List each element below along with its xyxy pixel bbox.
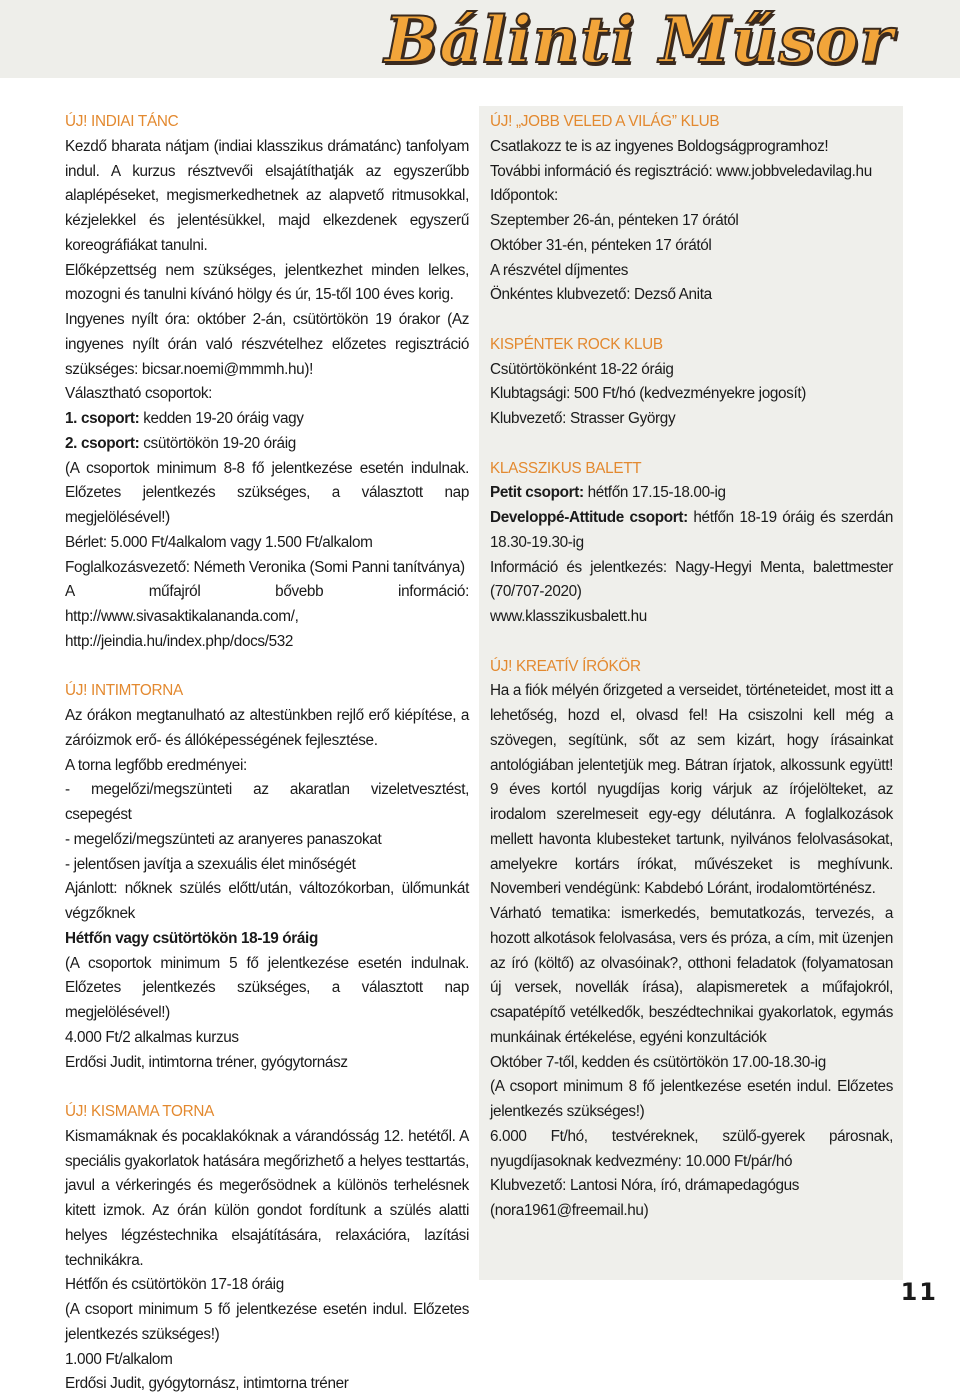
paragraph: Klubvezető: Lantosi Nóra, író, drámapedagógus <box>490 1177 800 1195</box>
schedule-line: Hétfőn vagy csütörtökön 18-19 óráig <box>65 929 318 947</box>
paragraph: Klubvezető: Strasser György <box>490 410 676 427</box>
paragraph: 4.000 Ft/2 alkalmas kurzus <box>65 1028 239 1046</box>
group-line <box>65 432 469 457</box>
section-klasszikus-balett <box>490 457 893 630</box>
paragraph: A torna legfőbb eredményei: <box>65 756 247 774</box>
paragraph: További információ és regisztráció: www.jobbveledavilag.hu <box>490 162 872 180</box>
paragraph: Az órákon megtanulható az altestünkben rejlő erő kiépítése, a záróizmok erő- és állóképességének fejlesztése. <box>65 707 469 749</box>
left-column <box>52 106 479 1393</box>
paragraph: Ha a fiók mélyén őrizgeted a verseidet, történeteidet, most itt a lehetőség, hozd el, olvasd fel! Ha csiszolni kell még a szövegen, segítünk, sőt az sem kizárt, hogy írásainkat antológiában jelentetjük meg. Bátran írjatok, alkossunk együtt! 9 éves kortól nyugdíjas korig várjuk az írójelölteket, az irodalom szerelmeseit egy-egy délutánra. A foglalkozások mellett havonta klubesteket tartunk, nyilvános felolvasásokat, amelyekre kortárs írókat, művészeket is meghívunk. Novemberi vendégünk: Kabdebó Lóránt, irodalomtörténész. <box>490 682 893 898</box>
paragraph: Előképzettség nem szükséges, jelentkezhet minden lelkes, mozogni és tanulni kívánó hölgy és úr, 15-től 100 éves korig. <box>65 261 469 304</box>
list-item: - jelentősen javítja a szexuális élet minőségét <box>65 855 356 873</box>
paragraph: Hétfőn és csütörtökön 17-18 óráig <box>65 1276 284 1294</box>
paragraph: Október 31-én, pénteken 17 órától <box>490 236 712 254</box>
section-kismama-torna <box>65 1100 469 1397</box>
group-label: Developpé-Attitude csoport: <box>490 509 688 526</box>
group-text: hétfőn 18-19 óráig és szerdán 18.30-19.30-ig <box>490 509 894 551</box>
paragraph: Választható csoportok: <box>65 385 213 403</box>
paragraph: Csatlakozz te is az ingyenes Boldogságprogramhoz! <box>490 137 829 155</box>
group-text: csütörtökön 19-20 óráig <box>139 434 296 452</box>
paragraph: Október 7-től, kedden és csütörtökön 17.00-18.30-ig <box>490 1053 826 1071</box>
group-line <box>490 506 893 556</box>
paragraph: 6.000 Ft/hó, testvéreknek, szülő-gyerek párosnak, nyugdíjasoknak kedvezmény: 10.000 Ft/pár/hó <box>490 1127 893 1170</box>
paragraph: Ajánlott: nőknek szülés előtt/után, változókorban, ülőmunkát végzőknek <box>65 880 469 922</box>
paragraph: Bérlet: 5.000 Ft/4alkalom vagy 1.500 Ft/alkalom <box>65 533 373 551</box>
section-indiai-tanc <box>65 110 469 655</box>
group-label: Petit csoport: <box>490 484 584 502</box>
paragraph: Önkéntes klubvezető: Dezső Anita <box>490 286 712 304</box>
list-item: - megelőzi/megszünteti az aranyeres panaszokat <box>65 830 382 848</box>
group-label: 1. csoport: <box>65 410 140 427</box>
paragraph: Információ és jelentkezés: Nagy-Hegyi Menta, balettmester (70/707-2020) <box>490 558 893 601</box>
paragraph: www.klasszikusbalett.hu <box>490 608 647 625</box>
paragraph: Ingyenes nyílt óra: október 2-án, csütörtökön 19 órakor (Az ingyenes nyílt órán való részvételhez előzetes regisztráció szükséges: bicsar.noemi@mmmh.hu)! <box>65 311 469 378</box>
paragraph: Kezdő bharata nátjam (indiai klasszikus drámatánc) tanfolyam indul. A kurzus résztvevői elsajátíthatják az egyszerűbb alaplépéseket, megismerkedhetnek az alapvető ritmusokkal, kézjelekkel és jelentésükkel, majd elkezdenek egyszerű koreográfiákat tanulni. <box>65 137 469 254</box>
group-line <box>65 407 469 432</box>
paragraph: A részvétel díjmentes <box>490 261 629 279</box>
paragraph: (A csoportok minimum 5 fő jelentkezése esetén indulnak. Előzetes jelentkezés szükséges, a választott nap megjelölésével!) <box>65 954 469 1021</box>
paragraph: Kismamáknak és pocaklakóknak a várandósság 12. hetétől. A speciális gyakorlatok hatására megőrizhető a helyes testtartás, javul a vérkeringés és megerősödnek a különös terhelésnek kitett izmok. Az órán külön gondot fordítunk a szülés alatti helyes légzéstechnika elsajátítására, relaxációra, lazítási technikákra. <box>65 1127 469 1269</box>
section-kreativ-irokor <box>490 655 893 1224</box>
section-jobb-veled-klub <box>490 110 893 308</box>
paragraph: (nora1961@freemail.hu) <box>490 1202 649 1219</box>
paragraph: Erdősi Judit, gyógytornász, intimtorna tréner <box>65 1375 349 1393</box>
page-title: Bálinti Műsor <box>384 3 894 78</box>
list-item: - megelőzi/megszünteti az akaratlan vizeletvesztést, csepegést <box>65 781 469 823</box>
section-heading: ÚJ! KREATÍV ÍRÓKÖR <box>490 657 641 675</box>
paragraph: Klubtagsági: 500 Ft/hó (kedvezményekre jogosít) <box>490 385 807 403</box>
section-heading: ÚJ! INDIAI TÁNC <box>65 113 179 130</box>
section-heading: ÚJ! INTIMTORNA <box>65 682 183 700</box>
section-heading: KLASSZIKUS BALETT <box>490 459 642 477</box>
paragraph: 1.000 Ft/alkalom <box>65 1350 173 1368</box>
paragraph: (A csoport minimum 5 fő jelentkezése esetén indul. Előzetes jelentkezés szükséges!) <box>65 1301 469 1343</box>
paragraph: (A csoport minimum 8 fő jelentkezése esetén indul. Előzetes jelentkezés szükséges!) <box>490 1078 893 1120</box>
paragraph: Csütörtökönként 18-22 óráig <box>490 360 674 378</box>
right-column <box>479 106 903 1280</box>
section-intimtorna <box>65 679 469 1075</box>
group-label: 2. csoport: <box>65 434 140 452</box>
paragraph: Foglalkozásvezető: Németh Veronika (Somi Panni tanítványa) <box>65 558 465 576</box>
section-heading: KISPÉNTEK ROCK KLUB <box>490 335 663 353</box>
group-text: hétfőn 17.15-18.00-ig <box>583 484 726 502</box>
page-number: 11 <box>900 1278 938 1306</box>
paragraph: Erdősi Judit, intimtorna tréner, gyógytornász <box>65 1053 348 1071</box>
section-heading: ÚJ! KISMAMA TORNA <box>65 1103 215 1120</box>
paragraph: Időpontok: <box>490 187 558 205</box>
section-rock-klub <box>490 333 893 432</box>
paragraph: A műfajról bővebb információ: http://www.sivasaktikalananda.com/, http://jeindia.hu/index.php/docs/532 <box>65 583 469 650</box>
paragraph: (A csoportok minimum 8-8 fő jelentkezése esetén indulnak. Előzetes jelentkezés szükséges, a választott nap megjelölésével!) <box>65 459 469 526</box>
group-line <box>490 481 893 506</box>
group-text: kedden 19-20 óráig vagy <box>139 410 304 427</box>
paragraph: Várható tematika: ismerkedés, bemutatkozás, tervezés, a hozott alkotások felolvasása, vers és próza, a cím, mit üzenjen az író (költő) az olvasóinak?, otthoni feladatok (folyamatosan új versek, novellák írása), alapismeretek a műfajokról, csapatépítő vetélkedők, beszédtechnikai gyakorlatok, egymás munkáinak értékelése, egyéni konzultációk <box>490 905 893 1046</box>
paragraph: Szeptember 26-án, pénteken 17 órától <box>490 212 739 229</box>
section-heading: ÚJ! „JOBB VELED A VILÁG” KLUB <box>490 113 720 130</box>
